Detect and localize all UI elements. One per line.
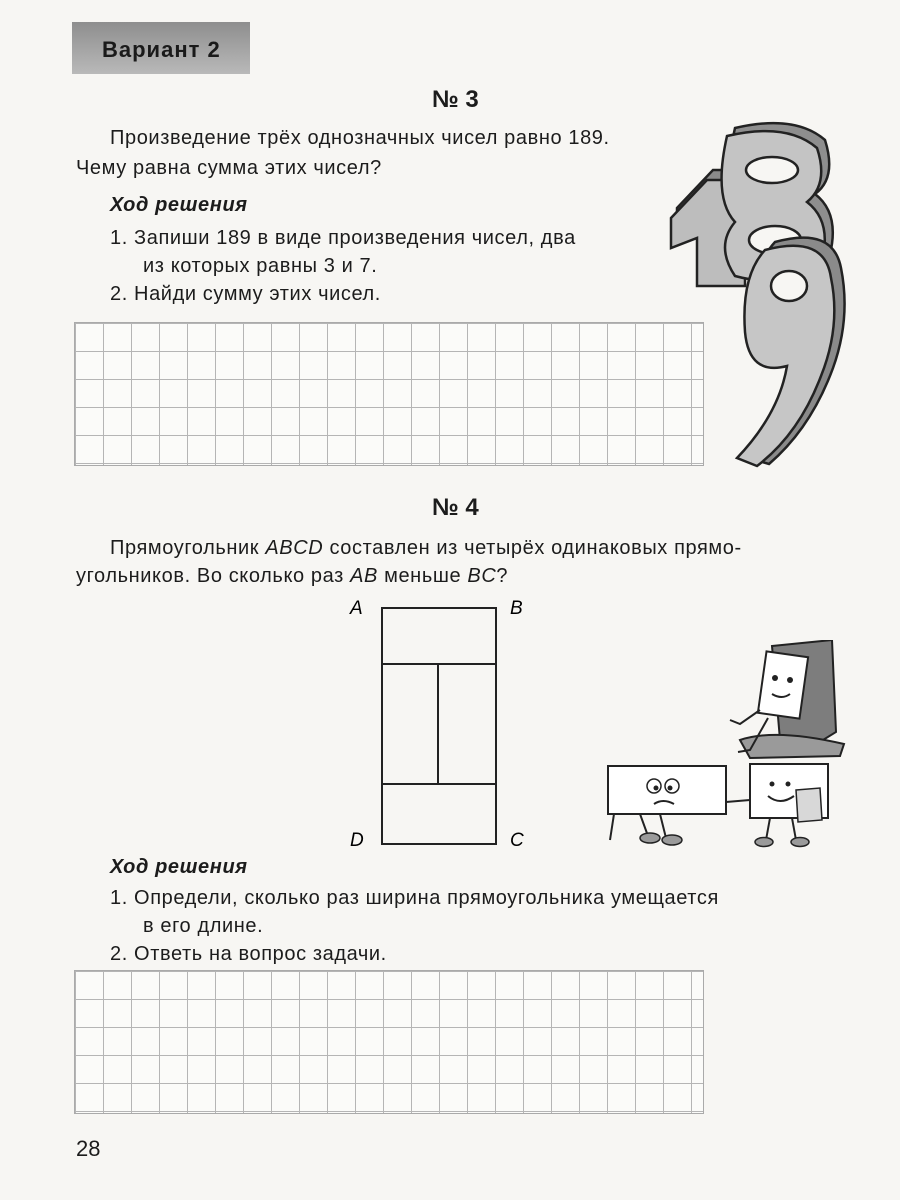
task-3-step-1-line1: 1. Запиши 189 в виде произведения чисел, два [110, 227, 576, 249]
task-4-step-1-line1: 1. Определи, сколько раз ширина прямоугольника умещается [110, 887, 719, 909]
task-4-number: № 4 [432, 494, 479, 521]
task-3-step-1-line2: из которых равны 3 и 7. [143, 255, 378, 277]
task-4-text-line2-end: ? [496, 565, 509, 587]
frowning-rectangle-icon [608, 766, 726, 845]
task-4-text-line2 [76, 562, 508, 590]
task-3-text-line2: Чему равна сумма этих чисел? [76, 157, 382, 179]
number-189-illustration [665, 118, 865, 478]
task-4-step-2: 2. Ответь на вопрос задачи. [110, 943, 387, 965]
task-4-solution-heading: Ход решения [110, 856, 248, 878]
task-4-text-line1 [110, 534, 742, 562]
task-3-step-2: 2. Найди сумму этих чисел. [110, 283, 381, 305]
task-3-text-line1: Произведение трёх однозначных чисел равно 189. [110, 127, 610, 149]
task-4-ab-label: AB [350, 565, 378, 587]
task-3-solution-heading: Ход решения [110, 194, 248, 216]
rectangle-abcd-diagram [340, 590, 540, 860]
reading-rectangle-icon [730, 640, 844, 758]
digit-9-icon [737, 238, 845, 466]
smiling-rectangle-icon [726, 764, 828, 847]
task-4-abcd-label: ABCD [265, 537, 324, 559]
page-number: 28 [76, 1136, 101, 1161]
task-4-answer-grid[interactable] [74, 970, 704, 1114]
task-4-text-line2-mid: меньше [377, 565, 468, 587]
task-4-text-line1-end: составлен из четырёх одинаковых прямо- [323, 537, 742, 559]
task-3-answer-grid[interactable] [74, 322, 704, 466]
task-3-number: № 3 [432, 86, 479, 113]
task-4-step-1-line2: в его длине. [143, 915, 264, 937]
vertex-c-label: C [510, 830, 524, 851]
vertex-a-label: A [350, 598, 363, 619]
vertex-b-label: B [510, 598, 523, 619]
variant-header: Вариант 2 [72, 22, 250, 74]
task-4-text-line1-start: Прямоугольник [110, 537, 266, 559]
task-4-text-line2-start: угольников. Во сколько раз [76, 565, 351, 587]
vertex-d-label: D [350, 830, 364, 851]
task-4-bc-label: BC [467, 565, 497, 587]
cartoon-rectangles-illustration [600, 640, 850, 850]
